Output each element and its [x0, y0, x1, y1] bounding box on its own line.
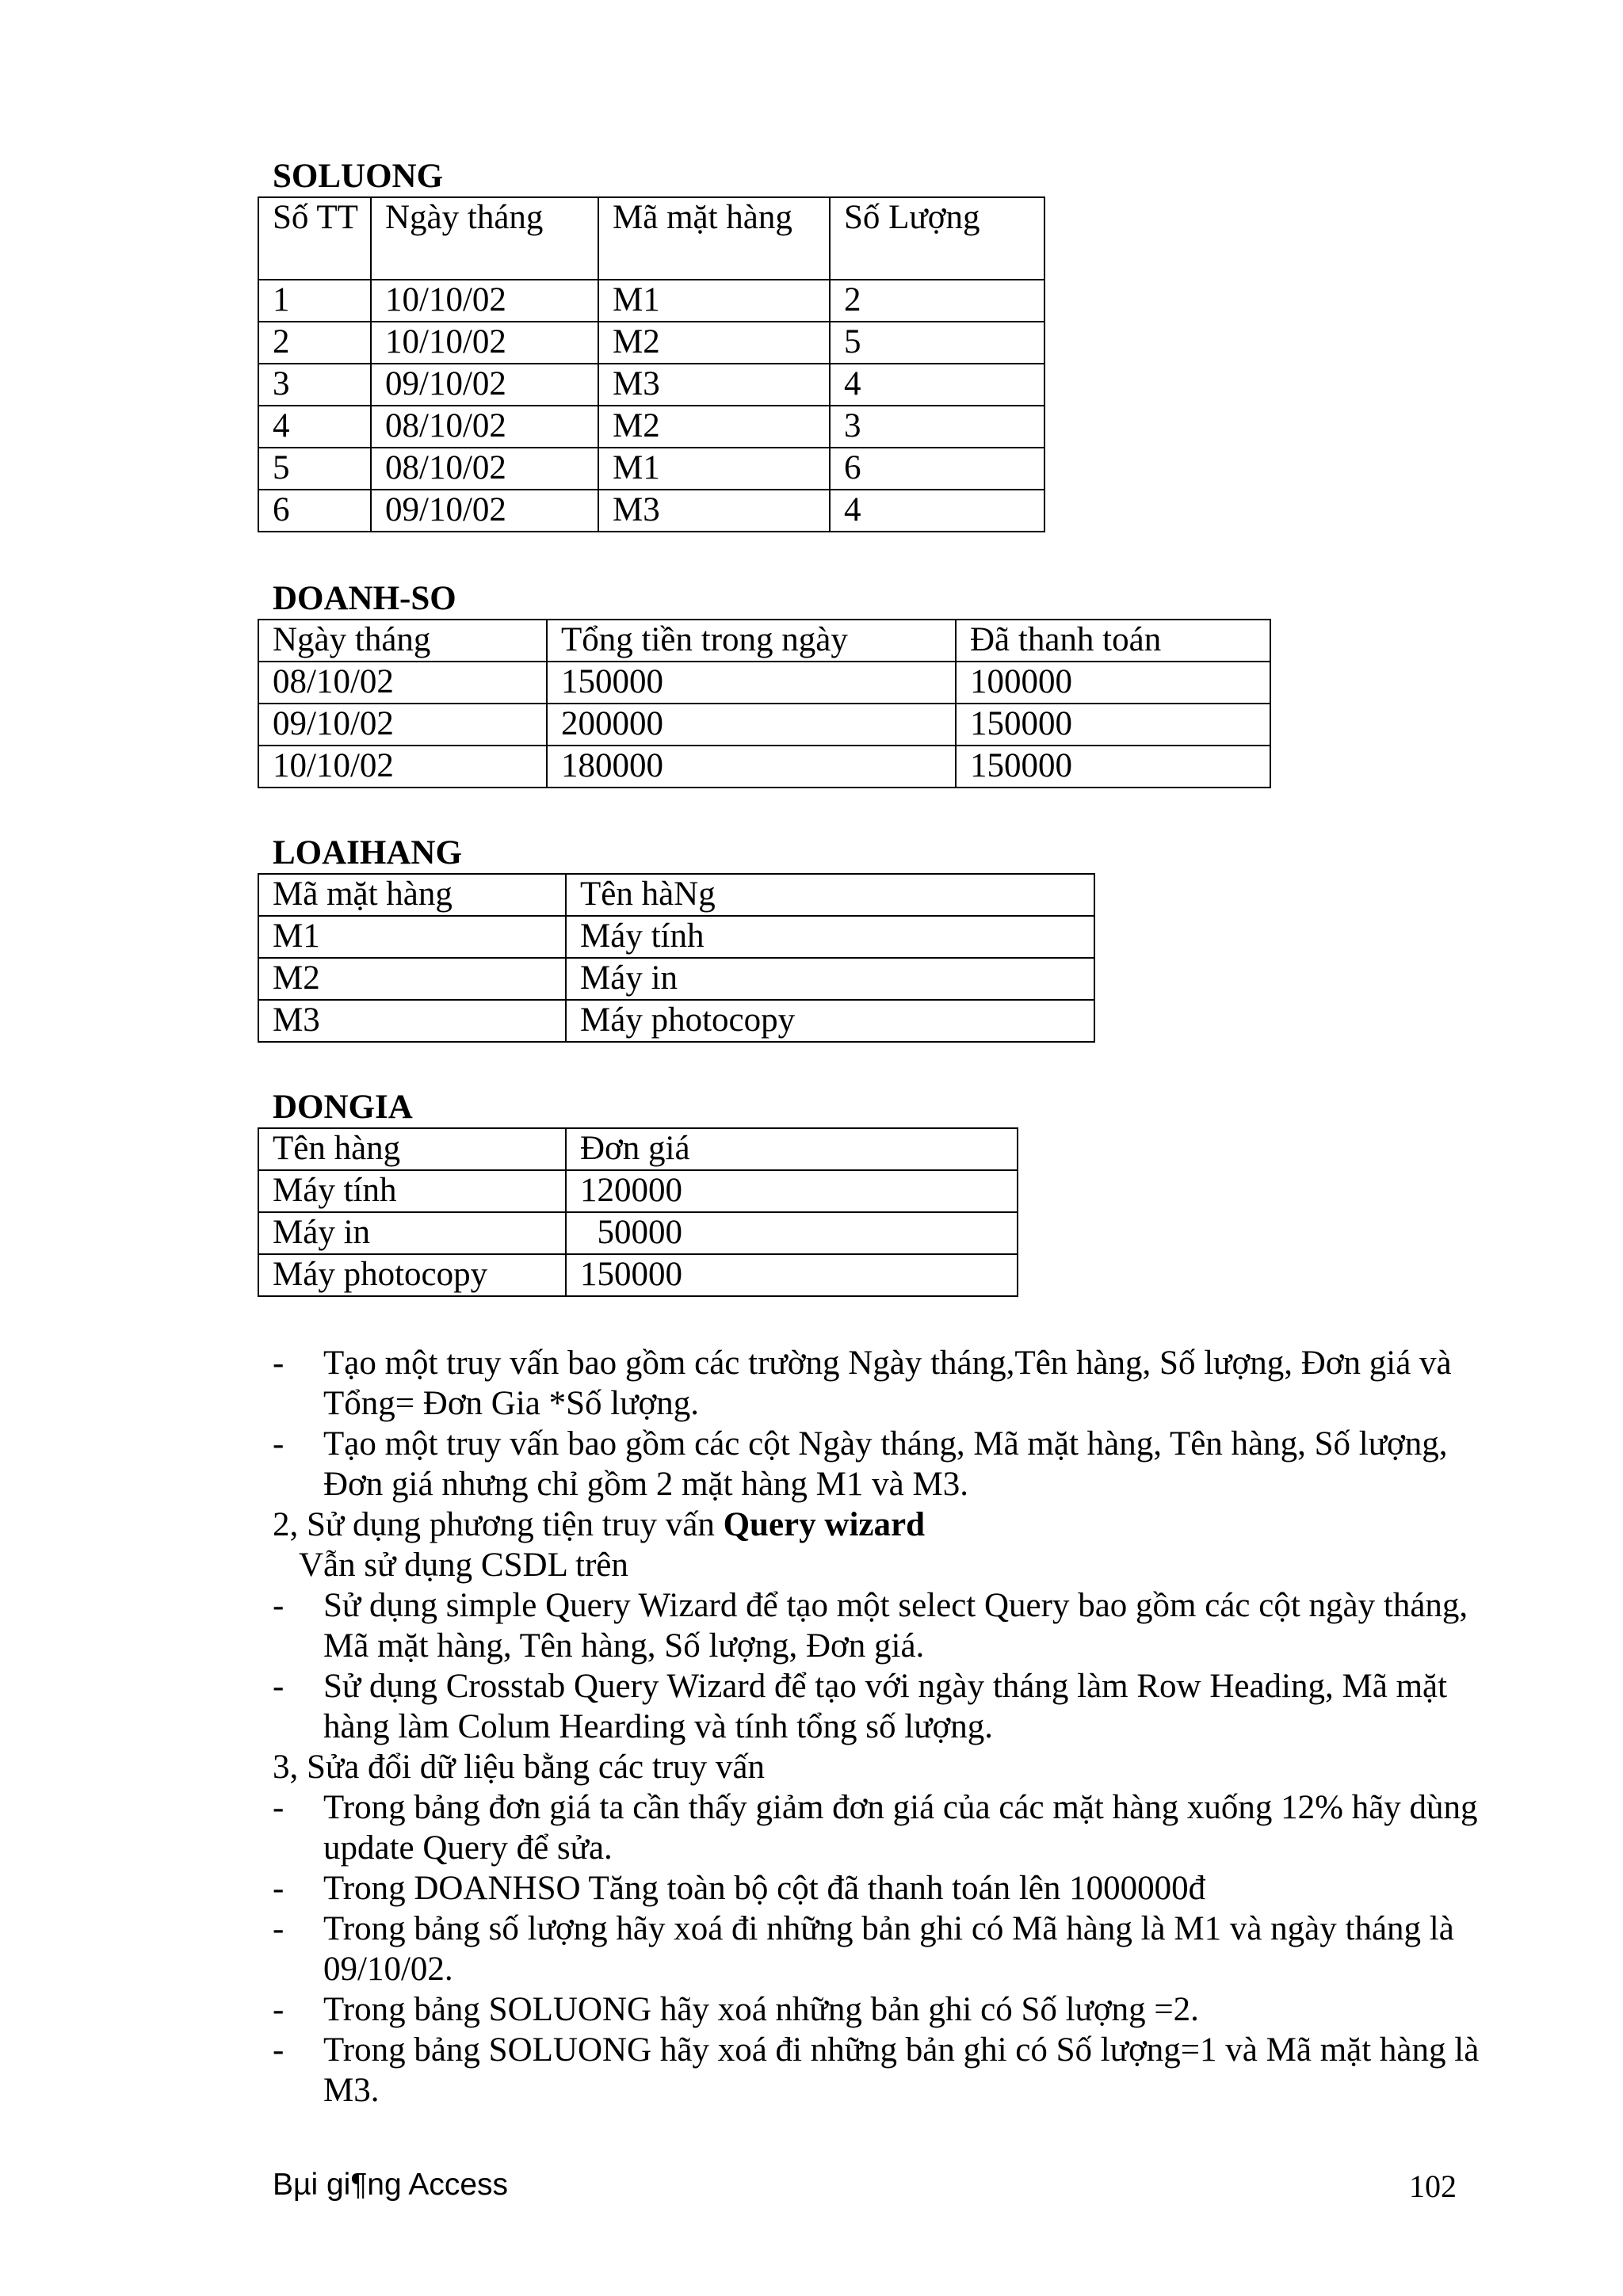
header-cell-da-thanh-toan: Đã thanh toán: [956, 620, 1270, 662]
table-row: [258, 406, 1044, 448]
table-cell: 2: [830, 280, 1044, 322]
table-row: [258, 1170, 1018, 1212]
table-cell: Máy tính: [566, 916, 1094, 958]
list-item-text: Tạo một truy vấn bao gồm các cột Ngày tháng, Mã mặt hàng, Tên hàng, Số lượng, Đơn giá nhưng chỉ gồm 2 mặt hàng M1 và M3.: [323, 1425, 1448, 1503]
table-row: [258, 704, 1270, 746]
list-dash: -: [273, 1991, 285, 2028]
table-row: [258, 1254, 1018, 1296]
table-cell: 10/10/02: [371, 280, 598, 322]
table-cell: 10/10/02: [371, 322, 598, 364]
dongia-table: [258, 1127, 1018, 1297]
section-2-heading: [273, 1505, 925, 1545]
section-2-subtitle: Vẫn sử dụng CSDL trên: [299, 1547, 628, 1584]
table-cell: Máy photocopy: [566, 1000, 1094, 1042]
list-item-text: Sử dụng simple Query Wizard để tạo một select Query bao gồm các cột ngày tháng, Mã mặt hàng, Tên hàng, Số lượng, Đơn giá.: [323, 1587, 1468, 1665]
table-row: [258, 916, 1094, 958]
table-cell: M1: [258, 916, 566, 958]
list-item: [273, 1666, 1485, 1747]
list-item: [273, 1989, 1485, 2030]
table-cell: 1: [258, 280, 371, 322]
table-row: [258, 364, 1044, 406]
soluong-table: [258, 196, 1045, 532]
table-header-row: [258, 874, 1094, 916]
dongia-title: DONGIA: [273, 1089, 413, 1126]
header-cell-ngay-thang: Ngày tháng: [258, 620, 547, 662]
table-cell: M2: [258, 958, 566, 1000]
table-header-row: [258, 197, 1044, 280]
header-cell-ngay-thang: Ngày tháng: [371, 197, 598, 280]
list-dash: -: [273, 1587, 285, 1624]
table-cell: 150000: [566, 1254, 1018, 1296]
header-cell-so-luong: Số Lượng: [830, 197, 1044, 280]
header-cell-ma-mat-hang: Mã mặt hàng: [598, 197, 830, 280]
list-item-text: Trong DOANHSO Tăng toàn bộ cột đã thanh toán lên 1000000đ: [323, 1870, 1206, 1907]
table-row: [258, 280, 1044, 322]
table-cell: 08/10/02: [258, 662, 547, 704]
table-cell: 09/10/02: [371, 364, 598, 406]
section-2-bold: Query wizard: [723, 1506, 925, 1543]
table-row: [258, 490, 1044, 532]
page-number: 102: [1409, 2168, 1457, 2204]
list-item-text: Trong bảng SOLUONG hãy xoá đi những bản ghi có Số lượng=1 và Mã mặt hàng là M3.: [323, 2031, 1480, 2109]
table-cell: 4: [830, 364, 1044, 406]
table-cell: Máy in: [258, 1212, 566, 1254]
list-item: [273, 1787, 1485, 1868]
list-item-text: Sử dụng Crosstab Query Wizard để tạo với ngày tháng làm Row Heading, Mã mặt hàng làm Colum Hearding và tính tổng số lượng.: [323, 1668, 1448, 1745]
list-item-text: Tạo một truy vấn bao gồm các trường Ngày tháng,Tên hàng, Số lượng, Đơn giá và Tổng= Đơn Gia *Số lượng.: [323, 1344, 1452, 1422]
list-item-text: Trong bảng SOLUONG hãy xoá những bản ghi có Số lượng =2.: [323, 1991, 1199, 2028]
table-cell: 150000: [956, 704, 1270, 746]
table-header-row: [258, 620, 1270, 662]
table-cell: M2: [598, 322, 830, 364]
exercise-list-1: [273, 1343, 1485, 1505]
exercise-list-2: [273, 1585, 1485, 1747]
table-cell: 200000: [547, 704, 956, 746]
table-header-row: [258, 1128, 1018, 1170]
list-item: [273, 1585, 1485, 1666]
table-cell: 150000: [547, 662, 956, 704]
table-row: [258, 746, 1270, 788]
section-3-heading: 3, Sửa đổi dữ liệu bằng các truy vấn: [273, 1749, 765, 1786]
table-cell: 5: [830, 322, 1044, 364]
table-row: [258, 448, 1044, 490]
table-cell: M3: [598, 364, 830, 406]
table-cell: M3: [258, 1000, 566, 1042]
table-cell: 09/10/02: [258, 704, 547, 746]
header-cell-ten-hang: Tên hàng: [258, 1128, 566, 1170]
table-cell: 150000: [956, 746, 1270, 788]
table-cell: 10/10/02: [258, 746, 547, 788]
table-cell: Máy photocopy: [258, 1254, 566, 1296]
loaihang-table: [258, 873, 1095, 1043]
table-cell: 50000: [566, 1212, 1018, 1254]
table-row: [258, 958, 1094, 1000]
doanhso-title: DOANH-SO: [273, 580, 456, 617]
header-cell-tong-tien: Tổng tiền trong ngày: [547, 620, 956, 662]
table-cell: M2: [598, 406, 830, 448]
list-dash: -: [273, 1668, 285, 1705]
list-dash: -: [273, 1910, 285, 1947]
list-dash: -: [273, 1789, 285, 1826]
table-cell: Máy in: [566, 958, 1094, 1000]
table-cell: 180000: [547, 746, 956, 788]
table-cell: 120000: [566, 1170, 1018, 1212]
table-row: [258, 1212, 1018, 1254]
soluong-title: SOLUONG: [273, 158, 444, 195]
exercise-list-3: [273, 1787, 1485, 2111]
table-cell: M3: [598, 490, 830, 532]
table-cell: 4: [258, 406, 371, 448]
table-cell: 4: [830, 490, 1044, 532]
list-item: [273, 1909, 1485, 1989]
table-cell: 08/10/02: [371, 448, 598, 490]
header-cell-ten-hang: Tên hàNg: [566, 874, 1094, 916]
list-item: [273, 1868, 1485, 1909]
table-row: [258, 662, 1270, 704]
table-cell: 3: [258, 364, 371, 406]
table-row: [258, 1000, 1094, 1042]
list-item: [273, 2030, 1485, 2111]
list-dash: -: [273, 2031, 285, 2069]
table-cell: 100000: [956, 662, 1270, 704]
doanhso-table: [258, 619, 1271, 788]
list-item-text: Trong bảng đơn giá ta cần thấy giảm đơn giá của các mặt hàng xuống 12% hãy dùng update Query để sửa.: [323, 1789, 1478, 1867]
table-cell: 09/10/02: [371, 490, 598, 532]
table-cell: 3: [830, 406, 1044, 448]
list-dash: -: [273, 1344, 285, 1382]
table-cell: 5: [258, 448, 371, 490]
list-item-text: Trong bảng số lượng hãy xoá đi những bản ghi có Mã hàng là M1 và ngày tháng là 09/10/02.: [323, 1910, 1454, 1988]
list-item: [273, 1424, 1485, 1505]
table-cell: M1: [598, 280, 830, 322]
list-item: [273, 1343, 1485, 1424]
table-cell: Máy tính: [258, 1170, 566, 1212]
section-2-prefix: 2, Sử dụng phương tiện truy vấn: [273, 1506, 724, 1543]
table-cell: 6: [258, 490, 371, 532]
list-dash: -: [273, 1425, 285, 1463]
table-cell: M1: [598, 448, 830, 490]
table-cell: 08/10/02: [371, 406, 598, 448]
header-cell-so-tt: Số TT: [258, 197, 371, 280]
table-row: [258, 322, 1044, 364]
list-dash: -: [273, 1870, 285, 1907]
table-cell: 2: [258, 322, 371, 364]
header-cell-don-gia: Đơn giá: [566, 1128, 1018, 1170]
footer-title: Bµi gi¶ng Access: [273, 2168, 509, 2202]
header-cell-ma-mat-hang: Mã mặt hàng: [258, 874, 566, 916]
table-cell: 6: [830, 448, 1044, 490]
loaihang-title: LOAIHANG: [273, 834, 462, 871]
